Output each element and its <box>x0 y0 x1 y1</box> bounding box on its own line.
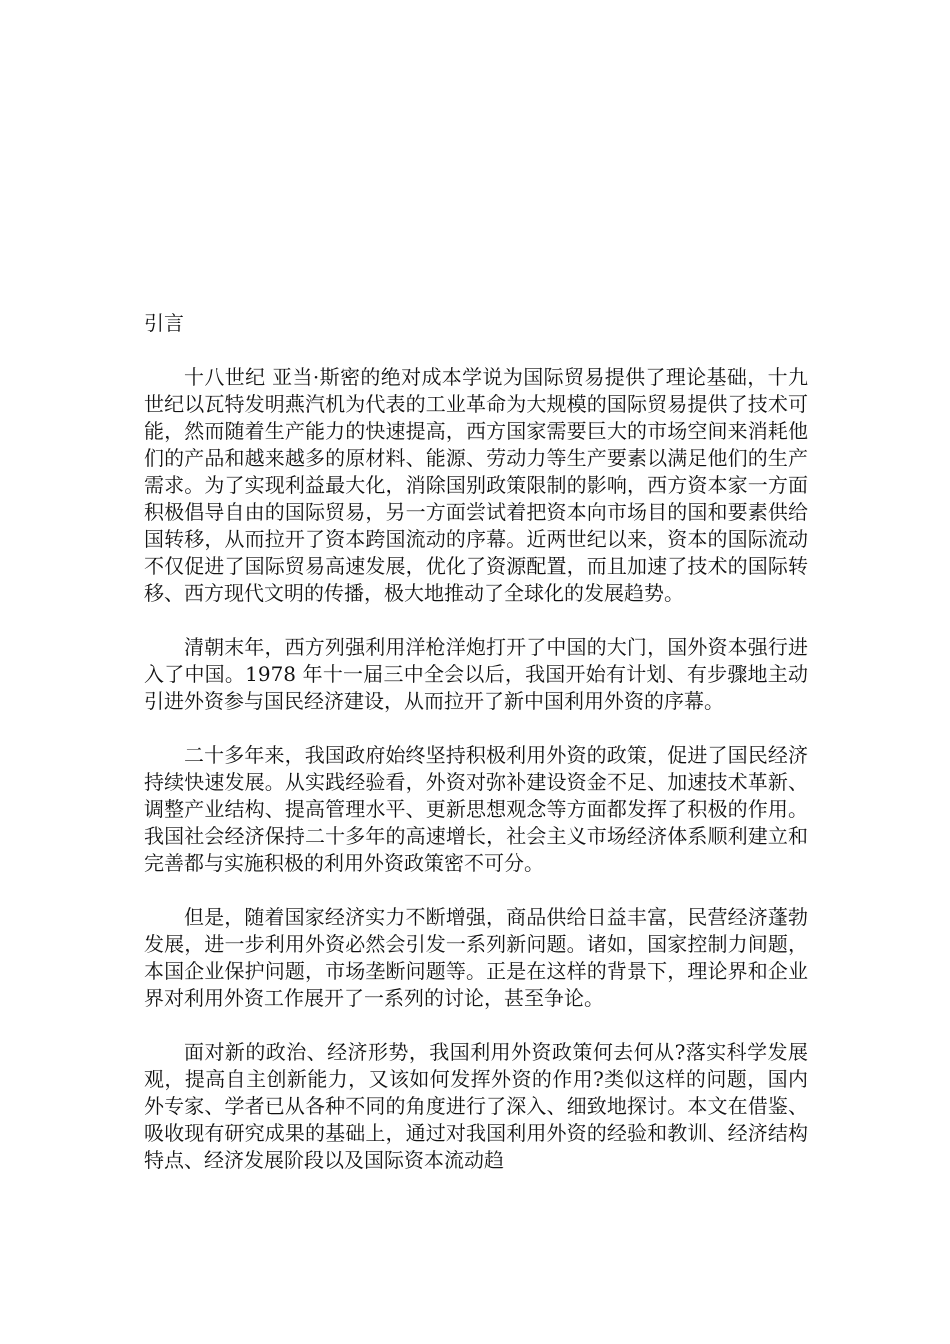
paragraph-2: 清朝末年，西方列强利用洋枪洋炮打开了中国的大门，国外资本强行进入了中国。1978 年十一届三中全会以后，我国开始有计划、有步骤地主动引进外资参与国民经济建设，从而拉开了新中国利用外资的序幕。 <box>144 635 808 713</box>
paragraph-3: 二十多年来，我国政府始终坚持积极利用外资的政策，促进了国民经济持续快速发展。从实践经验看，外资对弥补建设资金不足、加速技术革新、调整产业结构、提高管理水平、更新思想观念等方面都发挥了积极的作用。我国社会经济保持二十多年的高速增长，社会主义市场经济体系顺利建立和完善都与实施积极的利用外资政策密不可分。 <box>144 743 808 875</box>
document-body <box>144 310 808 1174</box>
paragraph-5: 面对新的政治、经济形势，我国利用外资政策何去何从?落实科学发展观，提高自主创新能力，又该如何发挥外资的作用?类似这样的问题，国内外专家、学者已从各种不同的角度进行了深入、细致地探讨。本文在借鉴、吸收现有研究成果的基础上，通过对我国利用外资的经验和教训、经济结构特点、经济发展阶段以及国际资本流动趋 <box>144 1040 808 1172</box>
section-heading: 引言 <box>144 311 184 335</box>
paragraph-4: 但是，随着国家经济实力不断增强，商品供给日益丰富，民营经济蓬勃发展，进一步利用外资必然会引发一系列新问题。诸如，国家控制力间题，本国企业保护问题，市场垄断问题等。正是在这样的背景下，理论界和企业界对利用外资工作展开了一系列的讨论，甚至争论。 <box>144 905 808 1010</box>
paragraph-1: 十八世纪 亚当·斯密的绝对成本学说为国际贸易提供了理论基础，十九世纪以瓦特发明燕汽机为代表的工业革命为大规模的国际贸易提供了技术可能，然而随着生产能力的快速提高，西方国家需要巨大的市场空间来消耗他们的产品和越来越多的原材料、能源、劳动力等生产要素以满足他们的生产需求。为了实现利益最大化，消除国别政策限制的影响，西方资本家一方面积极倡导自由的国际贸易，另一方面尝试着把资本向市场目的国和要素供给国转移，从而拉开了资本跨国流动的序幕。近两世纪以来，资本的国际流动不仅促进了国际贸易高速发展，优化了资源配置，而且加速了技术的国际转移、西方现代文明的传播，极大地推动了全球化的发展趋势。 <box>144 365 808 605</box>
